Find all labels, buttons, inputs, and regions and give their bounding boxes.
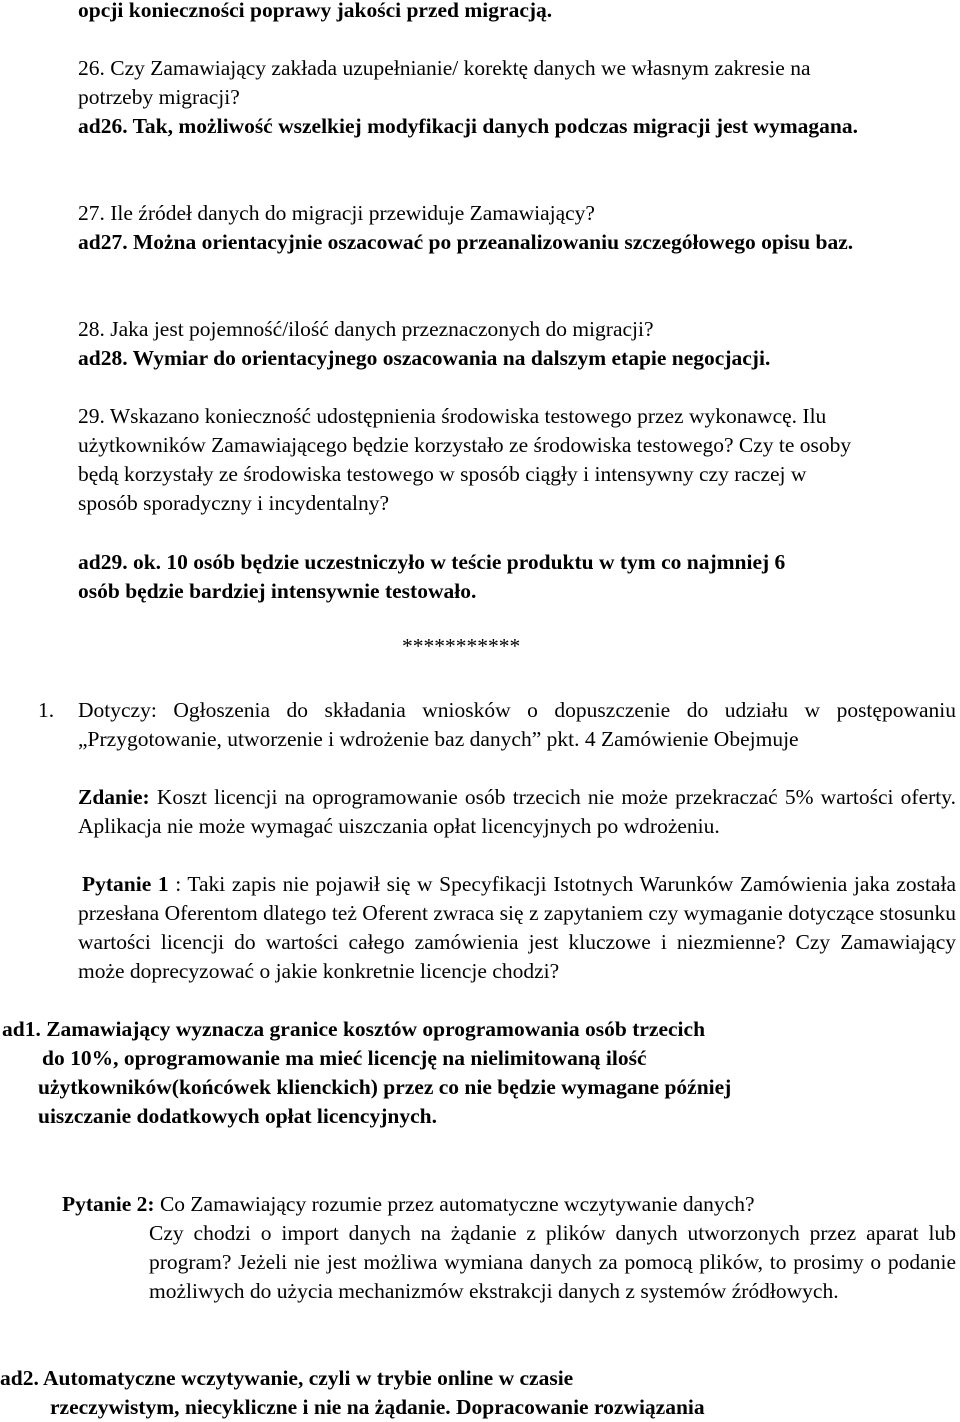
answer-1-line: ad1. Zamawiający wyznacza granice kosztów oprogramowania osób trzecich (2, 1017, 706, 1041)
answer-2-line: rzeczywistym, niecykliczne i nie na żądanie. Dopracowanie rozwiązania (50, 1395, 705, 1419)
item-1-number: 1. (38, 698, 55, 722)
question-28: 28. Jaka jest pojemność/ilość danych przeznaczonych do migracji? (78, 317, 654, 341)
pytanie-2-label: Pytanie 2: (62, 1192, 155, 1216)
answer-27-text: Można orientacyjnie oszacować po przeanalizowaniu szczegółowego opisu baz. (132, 230, 854, 254)
question-27: 27. Ile źródeł danych do migracji przewiduje Zamawiający? (78, 201, 595, 225)
pytanie-1-label: Pytanie 1 (82, 872, 169, 896)
pytanie-2-first (62, 1190, 952, 1219)
question-26: 26. Czy Zamawiający zakłada uzupełnianie/ korektę danych we własnym zakresie na potrzeby migracji? (78, 56, 811, 109)
item-1-zdanie (78, 783, 956, 841)
zdanie-label: Zdanie: (78, 785, 150, 809)
answer-1 (0, 1015, 960, 1131)
answer-26: ad26. Tak, możliwość wszelkiej modyfikacji danych podczas migracji jest wymagana. (78, 114, 858, 138)
answer-28: ad28. Wymiar do orientacyjnego oszacowania na dalszym etapie negocjacji. (78, 346, 771, 370)
pytanie-2-first-text: Co Zamawiający rozumie przez automatyczne wczytywanie danych? (159, 1192, 755, 1216)
pytanie-2-rest: Czy chodzi o import danych na żądanie z plików danych utworzonych przez aparat lub program? Jeżeli nie jest możliwa wymiana danych za pomocą plików, to prosimy o podanie możliwych do użycia mechanizmów ekstrakcji danych z systemów źródłowych. (149, 1221, 956, 1303)
question-29: 29. Wskazano konieczność udostępnienia środowiska testowego przez wykonawcę. Ilu użytkowników Zamawiającego będzie korzystało ze środowiska testowego? Czy te osoby będą korzystały ze środowiska testowego w sposób ciągły i intensywny czy raczej w sposób sporadyczny i incydentalny? (78, 404, 852, 515)
answer-27-prefix: ad27. (78, 230, 128, 254)
separator: *********** (402, 634, 521, 658)
item-1-pytanie (78, 870, 956, 986)
zdanie-text: Koszt licencji na oprogramowanie osób trzecich nie może przekraczać 5% wartości oferty. Aplikacja nie może wymagać uiszczania opłat licencyjnych po wdrożeniu. (78, 785, 956, 838)
answer-27 (78, 228, 898, 257)
item-1-text: Dotyczy: Ogłoszenia do składania wniosków o dopuszczenie do udziału w postępowaniu „Przygotowanie, utworzenie i wdrożenie baz danych” pkt. 4 Zamówienie Obejmuje (78, 698, 956, 751)
top-line: opcji konieczności poprawy jakości przed migracją. (78, 0, 553, 22)
pytanie-1-text: : Taki zapis nie pojawił się w Specyfikacji Istotnych Warunków Zamówienia jaka została przesłana Oferentom dlatego też Oferent zwraca się z zapytaniem czy wymaganie dotyczące stosunku wartości licencji do wartości całego zamówienia jest kluczowe i niezmienne? Czy Zamawiający może doprecyzować o jakie konkretnie licencje chodzi? (78, 872, 956, 983)
answer-29: ad29. ok. 10 osób będzie uczestniczyło w teście produktu w tym co najmniej 6 osób będzie bardziej intensywnie testowało. (78, 550, 786, 603)
answer-2-line: ad2. Automatyczne wczytywanie, czyli w trybie online w czasie (0, 1366, 574, 1390)
answer-2 (0, 1364, 960, 1422)
answer-1-line: do 10%, oprogramowanie ma mieć licencję na nielimitowaną ilość (42, 1046, 647, 1070)
answer-1-line: użytkowników(końcówek klienckich) przez co nie będzie wymagane później (38, 1075, 732, 1099)
answer-1-line: uiszczanie dodatkowych opłat licencyjnych. (38, 1104, 437, 1128)
